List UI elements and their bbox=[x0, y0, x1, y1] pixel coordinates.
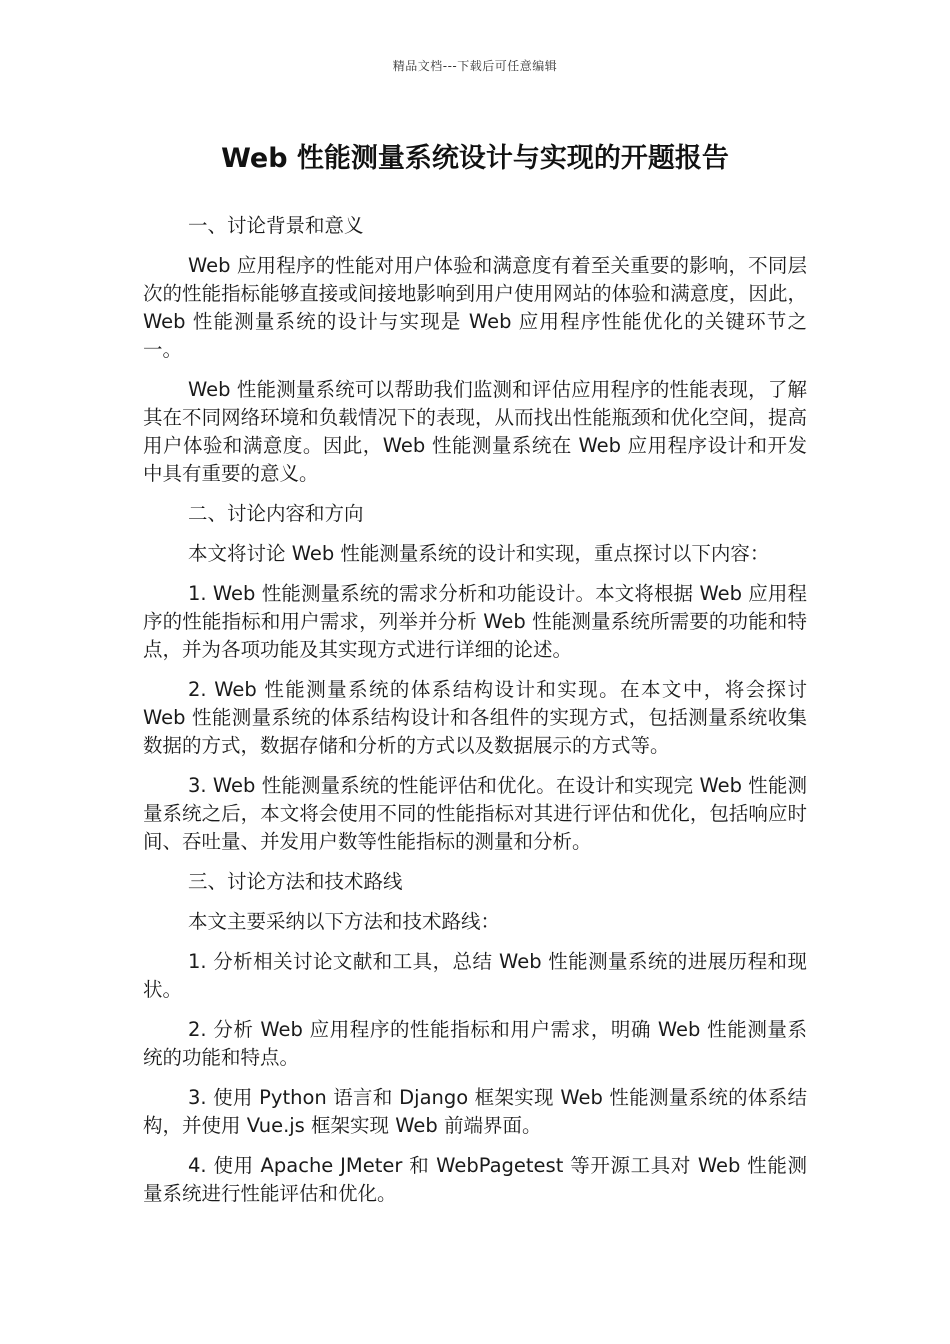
list-item: 2. Web 性能测量系统的体系结构设计和实现。在本文中，将会探讨 Web 性能测量系统的体系结构设计和各组件的实现方式，包括测量系统收集数据的方式，数据存储和分析的方式以及数据展示的方式等。 bbox=[143, 678, 807, 757]
list-item: 4. 使用 Apache JMeter 和 WebPagetest 等开源工具对 Web 性能测量系统进行性能评估和优化。 bbox=[143, 1154, 807, 1205]
document-body bbox=[143, 212, 807, 1220]
list-item: 2. 分析 Web 应用程序的性能指标和用户需求，明确 Web 性能测量系统的功能和特点。 bbox=[143, 1018, 807, 1069]
list-item: 3. 使用 Python 语言和 Django 框架实现 Web 性能测量系统的体系结构，并使用 Vue.js 框架实现 Web 前端界面。 bbox=[143, 1086, 807, 1137]
paragraph: 本文主要采纳以下方法和技术路线： bbox=[188, 910, 501, 933]
paragraph: Web 应用程序的性能对用户体验和满意度有着至关重要的影响，不同层次的性能指标能够直接或间接地影响到用户使用网站的体验和满意度，因此，Web 性能测量系统的设计与实现是 Web 应用程序性能优化的关键环节之一。 bbox=[143, 254, 807, 361]
header-note: 精品文档---下载后可任意编辑 bbox=[392, 59, 558, 73]
list-item: 3. Web 性能测量系统的性能评估和优化。在设计和实现完 Web 性能测量系统之后，本文将会使用不同的性能指标对其进行评估和优化，包括响应时间、吞吐量、并发用户数等性能指标的测量和分析。 bbox=[143, 774, 807, 853]
paragraph: 本文将讨论 Web 性能测量系统的设计和实现，重点探讨以下内容： bbox=[188, 542, 770, 565]
document-title: Web 性能测量系统设计与实现的开题报告 bbox=[221, 143, 729, 174]
paragraph: Web 性能测量系统可以帮助我们监测和评估应用程序的性能表现，了解其在不同网络环境和负载情况下的表现，从而找出性能瓶颈和优化空间，提高用户体验和满意度。因此，Web 性能测量系统在 Web 应用程序设计和开发中具有重要的意义。 bbox=[143, 378, 807, 485]
list-item: 1. 分析相关讨论文献和工具，总结 Web 性能测量系统的进展历程和现状。 bbox=[143, 950, 807, 1001]
section-heading-methods: 三、讨论方法和技术路线 bbox=[188, 870, 403, 893]
list-item: 1. Web 性能测量系统的需求分析和功能设计。本文将根据 Web 应用程序的性能指标和用户需求，列举并分析 Web 性能测量系统所需要的功能和特点，并为各项功能及其实现方式进行详细的论述。 bbox=[143, 582, 807, 661]
section-heading-background: 一、讨论背景和意义 bbox=[188, 214, 364, 237]
section-heading-content: 二、讨论内容和方向 bbox=[188, 502, 364, 525]
